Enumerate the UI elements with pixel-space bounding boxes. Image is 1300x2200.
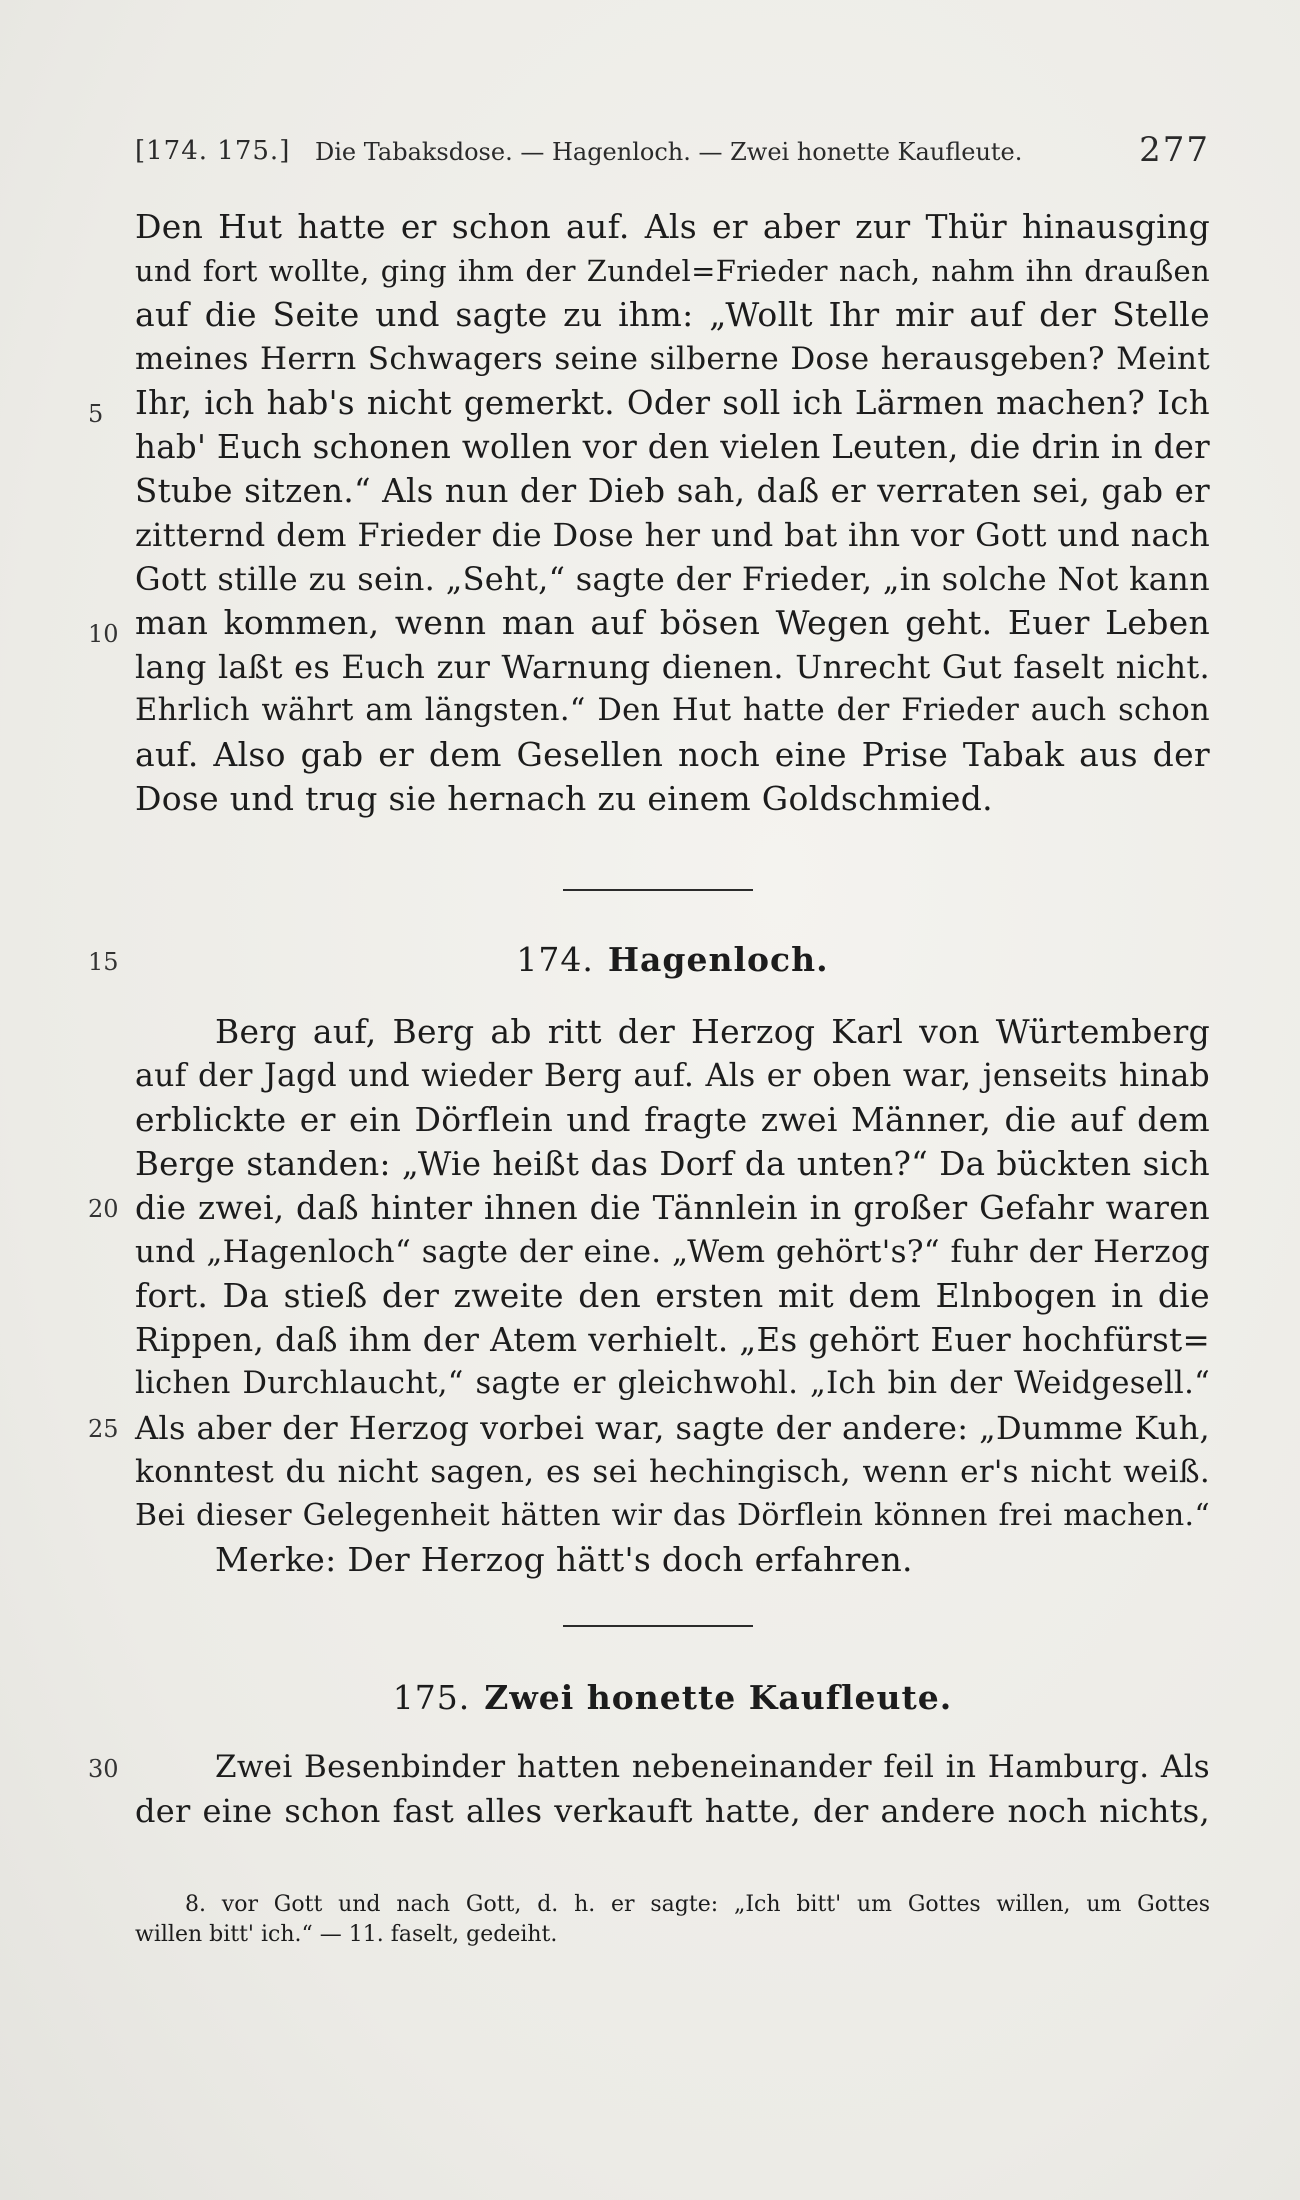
text-line: die zwei, daß hinter ihnen die Tännlein in großer Gefahr waren: [135, 1189, 1210, 1227]
text-line: man kommen, wenn man auf bösen Wegen geht. Euer Leben: [135, 603, 1210, 642]
page-number: 277: [1139, 130, 1210, 170]
text-line: hab' Euch schonen wollen vor den vielen Leuten, die drin in der: [135, 428, 1210, 466]
text-line: zitternd dem Frieder die Dose her und bat ihn vor Gott und nach: [135, 516, 1210, 554]
text-line: Berg auf, Berg ab ritt der Herzog Karl von Würtemberg: [215, 1012, 1210, 1051]
text-line: Gott stille zu sein. „Seht,“ sagte der Frieder, „in solche Not kann: [135, 560, 1210, 598]
text-line: lichen Durchlaucht,“ sagte er gleichwohl. „Ich bin der Weidgesell.“: [135, 1366, 1210, 1401]
story-number: 175.: [392, 1678, 471, 1717]
text-line: Ehrlich währt am längsten.“ Den Hut hatte der Frieder auch schon: [135, 693, 1210, 728]
text-line: Merke: Der Herzog hätt's doch erfahren.: [215, 1540, 913, 1579]
running-title: Die Tabaksdose. — Hagenloch. — Zwei honette Kaufleute.: [315, 138, 1023, 166]
text-line: auf. Also gab er dem Gesellen noch eine Prise Tabak aus der: [135, 735, 1210, 774]
footnote-line: 8. vor Gott und nach Gott, d. h. er sagte: „Ich bitt' um Gottes willen, um Gottes: [185, 1892, 1210, 1917]
text-line: meines Herrn Schwagers seine silberne Dose herausgeben? Meint: [135, 341, 1210, 377]
story-title: Hagenloch.: [607, 940, 829, 979]
text-line: konntest du nicht sagen, es sei hechingisch, wenn er's nicht weiß.: [135, 1454, 1210, 1490]
line-number: 10: [88, 620, 119, 648]
line-number: 25: [88, 1415, 119, 1443]
footnote-line: willen bitt' ich.“ — 11. faselt, gedeiht.: [135, 1922, 558, 1947]
text-line: Ihr, ich hab's nicht gemerkt. Oder soll ich Lärmen machen? Ich: [135, 384, 1210, 422]
story-173-tail: [135, 205, 1210, 821]
text-line: erblickte er ein Dörflein und fragte zwei Männer, die auf dem: [135, 1100, 1210, 1139]
text-line: Stube sitzen.“ Als nun der Dieb sah, daß er verraten sei, gab er: [135, 472, 1210, 510]
text-line: der eine schon fast alles verkauft hatte, der andere noch nichts,: [135, 1792, 1210, 1830]
text-line: auf die Seite und sagte zu ihm: „Wollt Ihr mir auf der Stelle: [135, 295, 1210, 334]
text-line: Rippen, daß ihm der Atem verhielt. „Es gehört Euer hochfürst=: [135, 1321, 1210, 1359]
line-number: 30: [88, 1755, 119, 1783]
text-line: Zwei Besenbinder hatten nebeneinander feil in Hamburg. Als: [215, 1749, 1210, 1785]
text-line: lang laßt es Euch zur Warnung dienen. Unrecht Gut faselt nicht.: [135, 648, 1210, 686]
page-header: [135, 128, 1210, 178]
story-174-heading: [135, 940, 1210, 979]
section-reference: [174. 175.]: [135, 136, 291, 166]
text-line: Den Hut hatte er schon auf. Als er aber zur Thür hinausging: [135, 207, 1210, 246]
story-175-body: [135, 1745, 1210, 1833]
text-line: Bei dieser Gelegenheit hätten wir das Dörflein können frei machen.“: [135, 1498, 1210, 1533]
text-line: und fort wollte, ging ihm der Zundel=Frieder nach, nahm ihn draußen: [135, 254, 1210, 288]
story-174-body: [135, 1010, 1210, 1582]
story-175-heading: [135, 1678, 1210, 1717]
line-number: 20: [88, 1195, 119, 1223]
text-line: auf der Jagd und wieder Berg auf. Als er oben war, jenseits hinab: [135, 1058, 1210, 1094]
line-number: 5: [88, 400, 104, 428]
line-number: 15: [88, 948, 119, 976]
text-line: Dose und trug sie hernach zu einem Goldschmied.: [135, 779, 993, 818]
text-line: Als aber der Herzog vorbei war, sagte der andere: „Dumme Kuh,: [135, 1409, 1210, 1447]
text-line: fort. Da stieß der zweite den ersten mit dem Elnbogen in die: [135, 1276, 1210, 1315]
text-line: Berge standen: „Wie heißt das Dorf da unten?“ Da bückten sich: [135, 1145, 1210, 1183]
section-divider: [563, 889, 753, 891]
story-title: Zwei honette Kaufleute.: [484, 1678, 953, 1717]
footnotes: [135, 1890, 1210, 1950]
text-line: und „Hagenloch“ sagte der eine. „Wem gehört's?“ fuhr der Herzog: [135, 1234, 1210, 1270]
story-number: 174.: [516, 940, 594, 979]
section-divider: [563, 1625, 753, 1627]
